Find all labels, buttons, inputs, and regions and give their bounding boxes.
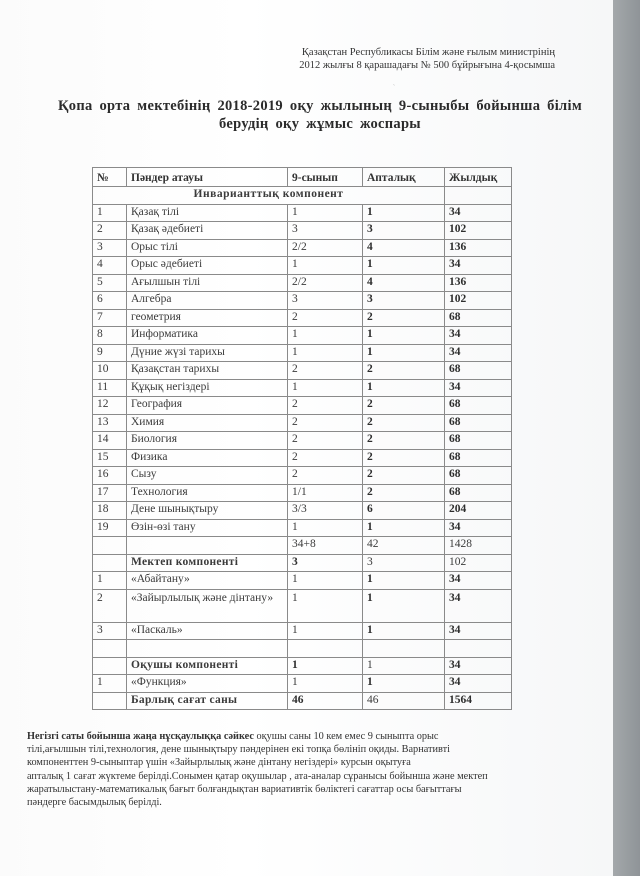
row-number: 1 <box>93 572 127 590</box>
yearly-hours: 34 <box>445 572 512 590</box>
grade9-hours: 2 <box>288 467 363 485</box>
school-component-row <box>93 554 512 572</box>
row-number: 3 <box>93 239 127 257</box>
weekly-hours: 1 <box>363 257 445 275</box>
grade9-hours: 1/1 <box>288 484 363 502</box>
grand-total-weekly: 46 <box>363 692 445 710</box>
subject-name: геометрия <box>127 309 288 327</box>
weekly-hours: 2 <box>363 467 445 485</box>
table-row <box>93 397 512 415</box>
grade9-hours: 1 <box>288 257 363 275</box>
grade9-hours: 3 <box>288 292 363 310</box>
weekly-hours: 1 <box>363 519 445 537</box>
row-number: 19 <box>93 519 127 537</box>
yearly-hours: 136 <box>445 239 512 257</box>
empty-cell <box>445 640 512 658</box>
subject-name: «Паскаль» <box>127 622 288 640</box>
grand-total-grade9: 46 <box>288 692 363 710</box>
row-number: 17 <box>93 484 127 502</box>
empty-cell <box>93 537 127 555</box>
yearly-hours: 34 <box>445 675 512 693</box>
row-number: 4 <box>93 257 127 275</box>
row-number: 3 <box>93 622 127 640</box>
subject-name: Орыс тілі <box>127 239 288 257</box>
grade9-hours: 2 <box>288 309 363 327</box>
row-number: 2 <box>93 589 127 622</box>
yearly-hours: 34 <box>445 519 512 537</box>
weekly-hours: 4 <box>363 239 445 257</box>
grade9-hours: 3 <box>288 222 363 240</box>
student-weekly: 1 <box>363 657 445 675</box>
title-line-1: Қопа орта мектебінің 2018-2019 оқу жылының 9-сыныбы бойынша білім <box>57 98 583 114</box>
school-weekly: 3 <box>363 554 445 572</box>
total-weekly: 42 <box>363 537 445 555</box>
yearly-hours: 34 <box>445 257 512 275</box>
subject-name: Дүние жүзі тарихы <box>127 344 288 362</box>
table-row <box>93 484 512 502</box>
weekly-hours: 2 <box>363 449 445 467</box>
order-annex-line-2: 2012 жылғы 8 қарашадағы № 500 бұйрығына 4-қосымша <box>299 60 555 71</box>
weekly-hours: 2 <box>363 484 445 502</box>
grade9-hours: 3/3 <box>288 502 363 520</box>
grade9-hours: 2 <box>288 414 363 432</box>
subject-name: Технология <box>127 484 288 502</box>
grade9-hours: 1 <box>288 327 363 345</box>
subject-name: Дене шынықтыру <box>127 502 288 520</box>
explanatory-notes <box>27 730 547 809</box>
grade9-hours: 2/2 <box>288 239 363 257</box>
table-row <box>93 622 512 640</box>
header-yearly: Жылдық <box>445 168 512 187</box>
row-number: 10 <box>93 362 127 380</box>
yearly-hours: 204 <box>445 502 512 520</box>
row-number: 18 <box>93 502 127 520</box>
school-grade9: 3 <box>288 554 363 572</box>
weekly-hours: 1 <box>363 589 445 622</box>
table-row <box>93 292 512 310</box>
subject-name: Алгебра <box>127 292 288 310</box>
empty-cell <box>445 187 512 205</box>
student-component-row <box>93 657 512 675</box>
subject-name: Құқық негіздері <box>127 379 288 397</box>
subject-name: Қазақ әдебиеті <box>127 222 288 240</box>
table-row <box>93 432 512 450</box>
notes-line-6: пәндерге басымдылық берілді. <box>27 797 162 809</box>
row-number: 13 <box>93 414 127 432</box>
table-row <box>93 362 512 380</box>
weekly-hours: 1 <box>363 572 445 590</box>
weekly-hours: 3 <box>363 292 445 310</box>
row-number: 6 <box>93 292 127 310</box>
order-annex-line-1: Қазақстан Республикасы Білім және ғылым министрінің <box>301 47 555 58</box>
table-row <box>93 239 512 257</box>
subject-name: Қазақ тілі <box>127 204 288 222</box>
yearly-hours: 68 <box>445 362 512 380</box>
yearly-hours: 102 <box>445 222 512 240</box>
grade9-hours: 1 <box>288 204 363 222</box>
grade9-hours: 1 <box>288 589 363 622</box>
subject-name: «Функция» <box>127 675 288 693</box>
header-weekly: Апталық <box>363 168 445 187</box>
row-number: 9 <box>93 344 127 362</box>
subject-name: «Зайырлылық және дінтану» <box>127 589 288 622</box>
row-number: 5 <box>93 274 127 292</box>
header-number: № <box>93 168 127 187</box>
weekly-hours: 1 <box>363 344 445 362</box>
yearly-hours: 34 <box>445 204 512 222</box>
weekly-hours: 1 <box>363 204 445 222</box>
yearly-hours: 34 <box>445 622 512 640</box>
yearly-hours: 68 <box>445 397 512 415</box>
empty-cell <box>93 692 127 710</box>
yearly-hours: 68 <box>445 484 512 502</box>
row-number: 15 <box>93 449 127 467</box>
yearly-hours: 34 <box>445 589 512 622</box>
weekly-hours: 1 <box>363 675 445 693</box>
blank-row <box>93 640 512 658</box>
weekly-hours: 4 <box>363 274 445 292</box>
invariant-total-row <box>93 537 512 555</box>
grade9-hours: 1 <box>288 519 363 537</box>
weekly-hours: 1 <box>363 622 445 640</box>
weekly-hours: 6 <box>363 502 445 520</box>
empty-cell <box>363 640 445 658</box>
subject-name: Қазақстан тарихы <box>127 362 288 380</box>
grade9-hours: 2/2 <box>288 274 363 292</box>
weekly-hours: 2 <box>363 432 445 450</box>
table-header-row <box>93 168 512 187</box>
yearly-hours: 34 <box>445 379 512 397</box>
subject-name: Орыс әдебиеті <box>127 257 288 275</box>
yearly-hours: 68 <box>445 309 512 327</box>
row-number: 14 <box>93 432 127 450</box>
notes-line-1-rest: оқушы саны 10 кем емес 9 сыныпта орыс <box>253 731 439 742</box>
notes-line-5: жаратылыстану-математикалық бағыт болғандықтан вариативтік бөліктегі сағаттар осы бағыттағы <box>27 783 462 795</box>
page-title <box>40 97 600 133</box>
row-number: 2 <box>93 222 127 240</box>
notes-line-2: тілі,ағылшын тілі,технология, дене шынықтыру пәндерінен екі топқа бөлініп оқиды. Варнативті <box>27 744 450 756</box>
empty-cell <box>288 640 363 658</box>
student-component-label: Оқушы компоненті <box>127 657 288 675</box>
grand-total-label: Барлық сағат саны <box>127 692 288 710</box>
grade9-hours: 1 <box>288 675 363 693</box>
subject-name: Ағылшын тілі <box>127 274 288 292</box>
grade9-hours: 2 <box>288 397 363 415</box>
table-row <box>93 675 512 693</box>
yearly-hours: 68 <box>445 467 512 485</box>
subject-name: Информатика <box>127 327 288 345</box>
table-row <box>93 519 512 537</box>
row-number: 8 <box>93 327 127 345</box>
grade9-hours: 2 <box>288 432 363 450</box>
notes-line-3: компоненттен 9-сыныптар үшін «Зайырлылық және дінтану негіздері» курсын оқытуға <box>27 757 411 769</box>
grand-total-yearly: 1564 <box>445 692 512 710</box>
notes-line-1 <box>27 730 547 743</box>
grade9-hours: 2 <box>288 362 363 380</box>
title-line-2: берудің оқу жұмыс жоспары <box>219 116 421 132</box>
weekly-hours: 1 <box>363 379 445 397</box>
row-number: 11 <box>93 379 127 397</box>
notes-line-4: апталық 1 сағат жүктеме берілді.Сонымен қатар оқушылар , ата-аналар сұранысы бойынша және мектеп <box>27 770 488 782</box>
table-row <box>93 257 512 275</box>
weekly-hours: 2 <box>363 397 445 415</box>
yearly-hours: 34 <box>445 344 512 362</box>
table-row <box>93 467 512 485</box>
school-yearly: 102 <box>445 554 512 572</box>
table-row <box>93 274 512 292</box>
weekly-hours: 2 <box>363 309 445 327</box>
scanner-edge <box>613 0 640 876</box>
subject-name: Химия <box>127 414 288 432</box>
table-row <box>93 414 512 432</box>
empty-cell <box>93 554 127 572</box>
section-row-invariant <box>93 187 512 205</box>
table-row <box>93 309 512 327</box>
subject-name: Сызу <box>127 467 288 485</box>
school-component-label: Мектеп компоненті <box>127 554 288 572</box>
curriculum-table <box>92 167 512 710</box>
table-row <box>93 344 512 362</box>
row-number: 16 <box>93 467 127 485</box>
table-row <box>93 327 512 345</box>
yearly-hours: 68 <box>445 432 512 450</box>
row-number: 12 <box>93 397 127 415</box>
total-grade9: 34+8 <box>288 537 363 555</box>
empty-cell <box>127 537 288 555</box>
header-grade9: 9-сынып <box>288 168 363 187</box>
subject-name: «Абайтану» <box>127 572 288 590</box>
subject-name: География <box>127 397 288 415</box>
grade9-hours: 1 <box>288 344 363 362</box>
header-subject: Пәндер атауы <box>127 168 288 187</box>
yearly-hours: 34 <box>445 327 512 345</box>
yearly-hours: 68 <box>445 449 512 467</box>
weekly-hours: 2 <box>363 414 445 432</box>
yearly-hours: 68 <box>445 414 512 432</box>
student-grade9: 1 <box>288 657 363 675</box>
grade9-hours: 1 <box>288 379 363 397</box>
weekly-hours: 1 <box>363 327 445 345</box>
yearly-hours: 102 <box>445 292 512 310</box>
subject-name: Биология <box>127 432 288 450</box>
empty-cell <box>127 640 288 658</box>
row-number: 1 <box>93 204 127 222</box>
grand-total-row <box>93 692 512 710</box>
table-row <box>93 449 512 467</box>
empty-cell <box>93 657 127 675</box>
grade9-hours: 1 <box>288 622 363 640</box>
table-row <box>93 204 512 222</box>
yearly-hours: 136 <box>445 274 512 292</box>
row-number: 1 <box>93 675 127 693</box>
notes-lead: Негізгі саты бойынша жаңа нұсқаулыққа сәйкес <box>27 731 254 742</box>
table-row <box>93 572 512 590</box>
section-label: Инварианттық компонент <box>93 187 445 205</box>
row-number: 7 <box>93 309 127 327</box>
empty-cell <box>93 640 127 658</box>
table-row <box>93 502 512 520</box>
scan-mark: ˎ <box>393 80 395 86</box>
weekly-hours: 2 <box>363 362 445 380</box>
weekly-hours: 3 <box>363 222 445 240</box>
order-annex-note <box>235 46 555 72</box>
table-row <box>93 379 512 397</box>
student-yearly: 34 <box>445 657 512 675</box>
grade9-hours: 1 <box>288 572 363 590</box>
grade9-hours: 2 <box>288 449 363 467</box>
total-yearly: 1428 <box>445 537 512 555</box>
table-row <box>93 222 512 240</box>
table-row <box>93 589 512 622</box>
subject-name: Физика <box>127 449 288 467</box>
subject-name: Өзін-өзі тану <box>127 519 288 537</box>
